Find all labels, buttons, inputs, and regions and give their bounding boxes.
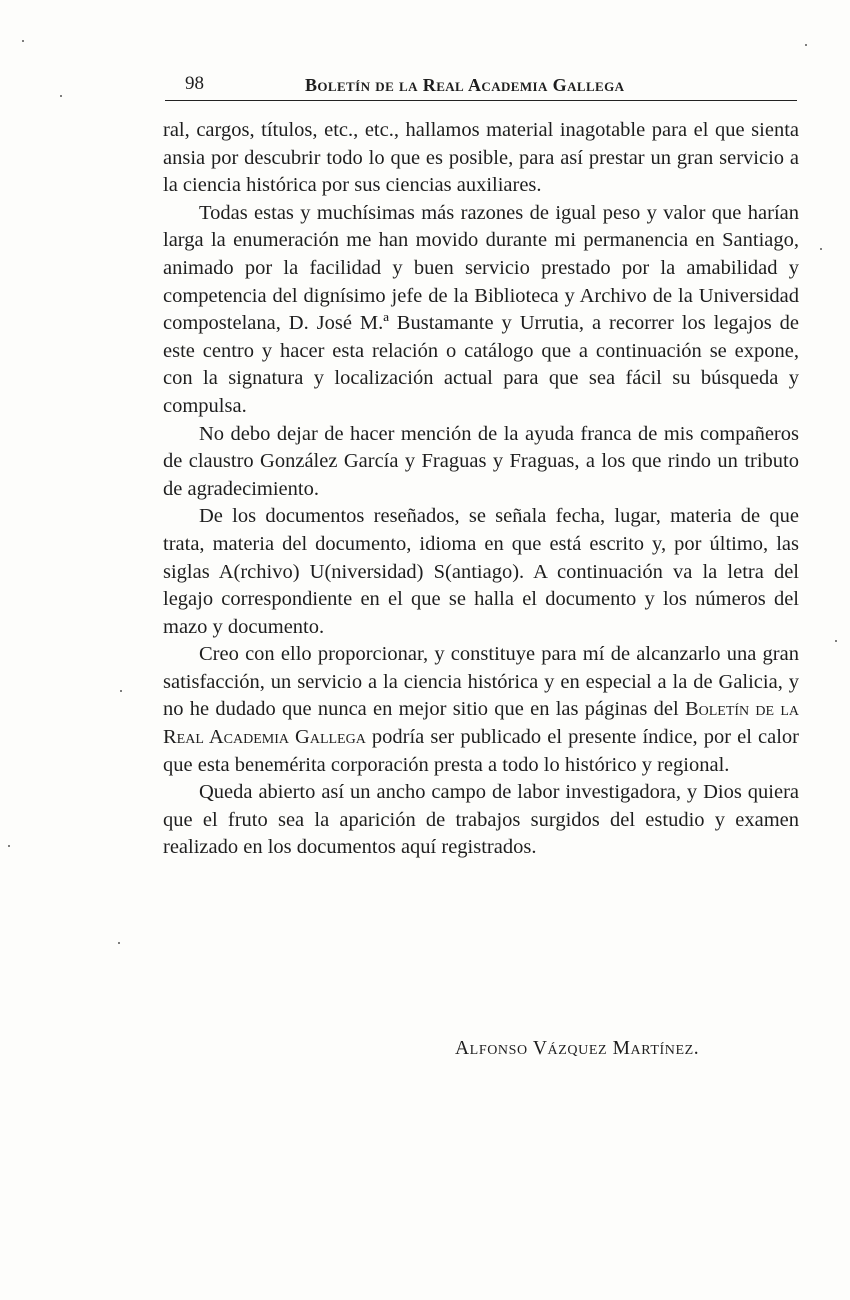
page-header — [165, 70, 797, 100]
paragraph-5 — [163, 641, 799, 779]
paragraph-6: Queda abierto así un ancho campo de labor investigadora, y Dios quiera que el fruto sea la aparición de trabajos surgidos del estudio y examen realizado en los documentos aquí registrados. — [163, 781, 799, 859]
paragraph-4: De los documentos reseñados, se señala fecha, lugar, materia de que trata, materia del documento, idioma en que está escrito y, por último, las siglas A(rchivo) U(niversidad) S(antiago). A continuación va la letra del legajo correspondiente en el que se halla el documento y los números del mazo y documento. — [163, 505, 799, 638]
paragraph-1: ral, cargos, títulos, etc., etc., hallamos material inagotable para el que sienta ansia por descubrir todo lo que es posible, para así prestar un gran servicio a la ciencia histórica por sus ciencias auxiliares. — [163, 119, 799, 197]
scan-speck — [8, 845, 10, 847]
journal-name: Boletín de la Real Academia Gallega — [163, 698, 799, 749]
paragraph-5-text-before: Creo con ello proporcionar, y constituye para mí de alcanzarlo una gran satisfacción, un servicio a la ciencia histórica y en especial a la de Galicia, y no he dudado que nunca en mejor sitio que en las páginas del — [163, 643, 799, 721]
header-rule — [165, 100, 797, 101]
scan-speck — [118, 942, 120, 944]
scan-speck — [820, 248, 822, 250]
scan-speck — [120, 690, 122, 692]
author-signature: Alfonso Vázquez Martínez. — [455, 1038, 700, 1059]
paragraph-5-text-after: podría ser publicado el presente índice, por el calor que esta benemérita corporación presta a todo lo histórico y regional. — [163, 726, 799, 776]
scan-speck — [805, 44, 807, 46]
running-head: Boletín de la Real Academia Gallega — [305, 75, 625, 95]
scan-speck — [835, 640, 837, 642]
scan-speck — [60, 95, 62, 97]
body-text — [163, 117, 799, 862]
paragraph-3: No debo dejar de hacer mención de la ayuda franca de mis compañeros de claustro González García y Fraguas y Fraguas, a los que rindo un tributo de agradecimiento. — [163, 422, 799, 500]
scan-speck — [22, 40, 24, 42]
paragraph-2: Todas estas y muchísimas más razones de igual peso y valor que harían larga la enumeración me han movido durante mi permanencia en Santiago, animado por la facilidad y buen servicio prestado por la amabilidad y competencia del dignísimo jefe de la Biblioteca y Archivo de la Universidad compostelana, D. José M.ª Bustamante y Urrutia, a recorrer los legajos de este centro y hacer esta relación o catálogo que a continuación se expone, con la signatura y localización actual para que sea fácil su búsqueda y compulsa. — [163, 201, 799, 417]
page-number: 98 — [185, 73, 204, 94]
